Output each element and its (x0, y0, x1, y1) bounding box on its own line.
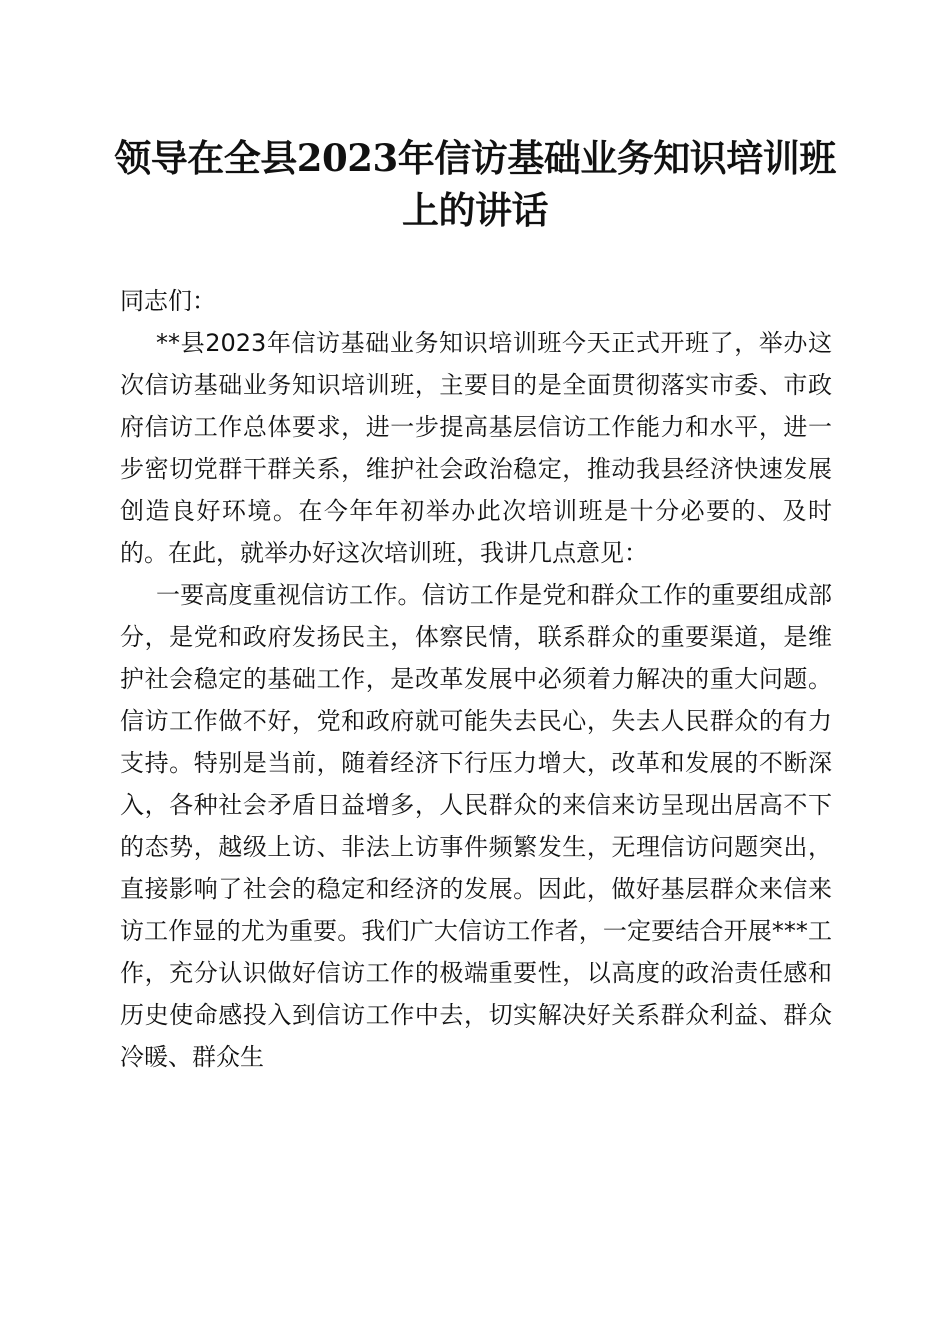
document-title (100, 132, 850, 236)
title-line-2: 上的讲话 (402, 188, 548, 232)
paragraph-opening: **县2023年信访基础业务知识培训班今天正式开班了，举办这次信访基础业务知识培训班，主要目的是全面贯彻落实市委、市政府信访工作总体要求，进一步提高基层信访工作能力和水平，进一步密切党群干群关系，维护社会政治稳定，推动我县经济快速发展创造良好环境。在今年年初举办此次培训班是十分必要的、及时的。在此，就举办好这次培训班，我讲几点意见： (120, 329, 832, 567)
document-body (120, 280, 832, 1078)
title-line-1: 领导在全县2023年信访基础业务知识培训班 (114, 136, 836, 180)
salutation: 同志们： (120, 287, 216, 315)
paragraph-point-one: 一要高度重视信访工作。信访工作是党和群众工作的重要组成部分，是党和政府发扬民主，体察民情，联系群众的重要渠道，是维护社会稳定的基础工作，是改革发展中必须着力解决的重大问题。信访工作做不好，党和政府就可能失去民心，失去人民群众的有力支持。特别是当前，随着经济下行压力增大，改革和发展的不断深入，各种社会矛盾日益增多，人民群众的来信来访呈现出居高不下的态势，越级上访、非法上访事件频繁发生，无理信访问题突出，直接影响了社会的稳定和经济的发展。因此，做好基层群众来信来访工作显的尤为重要。我们广大信访工作者，一定要结合开展***工作，充分认识做好信访工作的极端重要性，以高度的政治责任感和历史使命感投入到信访工作中去，切实解决好关系群众利益、群众冷暖、群众生 (120, 581, 832, 1071)
